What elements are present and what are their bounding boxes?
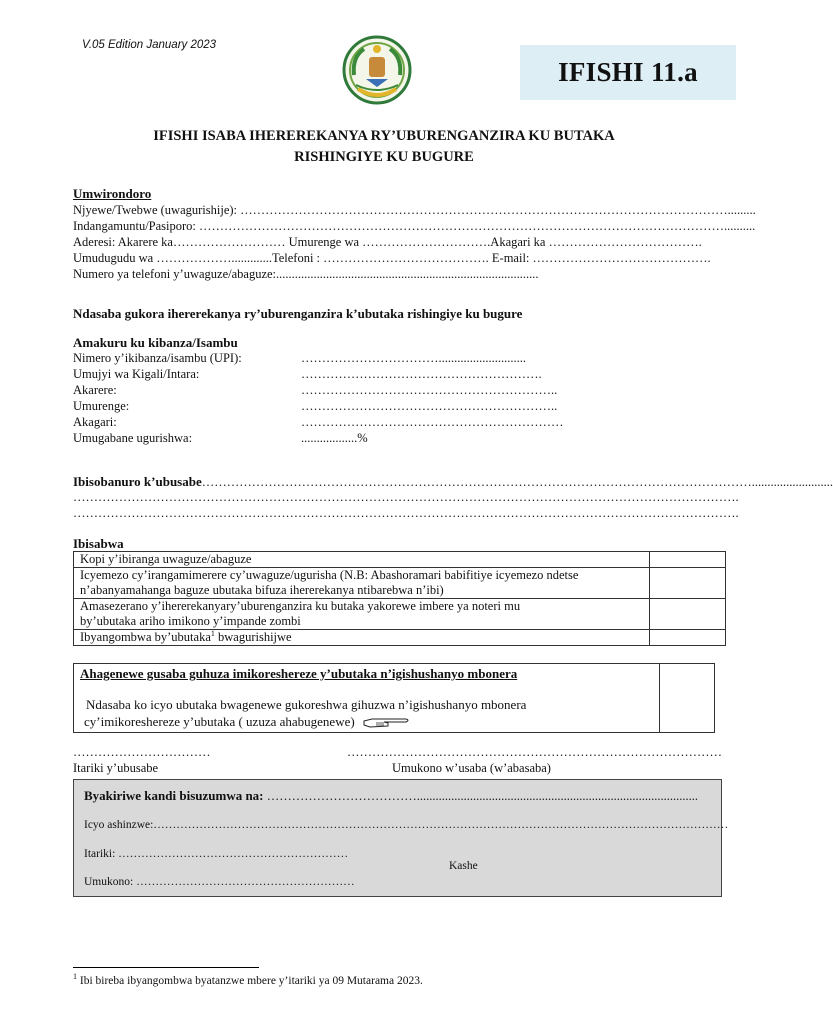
footnote-mark: 1 [73, 972, 77, 982]
parcel-dots: ……………………………………………………… [301, 415, 564, 429]
district-dots: ……………………… [172, 235, 289, 249]
parcel-label: Umugabane ugurishwa: [73, 431, 193, 445]
table-row [74, 599, 726, 630]
email-label: E-mail: [491, 251, 533, 265]
id-passport-label: Indangamuntu/Pasiporo: [73, 219, 200, 233]
explanation-field[interactable] [73, 474, 833, 491]
date-dots[interactable]: …………………………… [73, 745, 211, 759]
explanation-line-3[interactable]: ……………………………………………………………………………………………………………………………………………. [73, 506, 739, 520]
parcel-label: Nimero y’ikibanza/isambu (UPI): [73, 351, 242, 365]
parcel-heading: Amakuru ku kibanza/Isambu [73, 335, 238, 350]
remarks-dots: …………………………………………………………………………………………………………………………………… [153, 819, 729, 831]
cell-dots: ………………………………. [548, 235, 702, 249]
parcel-row-sector[interactable] [73, 399, 558, 415]
village-dots: ………………............. [156, 251, 272, 265]
table-row [74, 568, 726, 599]
identity-heading: Umwirondoro [73, 186, 152, 201]
explanation-line-2[interactable]: ……………………………………………………………………………………………………………………………………………. [73, 490, 739, 504]
footnote [73, 972, 423, 987]
official-date-label: Itariki: [84, 848, 119, 860]
form-code: IFISHI 11.a [558, 57, 698, 87]
parcel-label: Akarere: [73, 383, 117, 397]
attachment-checkbox[interactable] [650, 599, 726, 630]
official-date-field[interactable] [84, 847, 348, 863]
buyer-phone-field[interactable] [73, 267, 539, 283]
parcel-fields [73, 351, 564, 447]
stamp-label: Kashe [449, 860, 478, 872]
official-signature-field[interactable] [84, 875, 355, 891]
attachment-label: Kopi y’ibiranga uwaguze/abaguze [74, 552, 650, 568]
form-title-line2: RISHINGIYE KU BUGURE [294, 149, 474, 165]
parcel-row-cell[interactable] [73, 415, 564, 431]
district-label: Aderesi: Akarere ka [73, 235, 173, 249]
land-use-heading: Ahagenewe gusaba guhuza imikoreshereze y’ubutaka n’igishushanyo mbonera [80, 666, 518, 681]
official-signature-dots: ………………………………………………… [136, 876, 355, 888]
explanation-dots: …………………………………………………………………………………………………………………….......................... [201, 475, 833, 489]
form-title-line1: IFISHI ISABA IHEREREKANYA RY’UBURENGANZIRA KU BUTAKA [153, 128, 615, 144]
request-statement: Ndasaba gukora ihererekanya ry’uburenganzira k’ubutaka rishingiye ku bugure [73, 306, 523, 321]
email-dots: ……………………………………. [532, 251, 711, 265]
land-use-line2: cy’imikoreshereze y’ubutaka ( uzuza ahabugenewe) [84, 714, 355, 729]
attachment-checkbox[interactable] [650, 568, 726, 599]
received-by-label: Byakiriwe kandi bisuzumwa na: [84, 788, 267, 803]
table-row [74, 630, 726, 646]
buyer-phone-dots: .................................................................................... [276, 267, 539, 281]
parcel-dots: ……………………………............................ [301, 351, 526, 365]
explanation-label: Ibisobanuro k’ubusabe [73, 474, 202, 489]
attachment-label: Amasezerano y’ihererekanyary’uburenganzira ku butaka yakorewe imbere ya noteri mu by’ubutaka ariho imikono y’impande zombi [74, 599, 650, 630]
seller-name-field[interactable] [73, 203, 756, 219]
footnote-divider [73, 967, 259, 968]
land-use-checkbox[interactable] [659, 664, 714, 732]
attachment-label: Icyemezo cy’irangamimerere cy’uwaguze/ugurisha (N.B: Abashoramari babifitiye icyemezo ndetse n’abanyamahanga baguze ubutaka bifuza ihererekanya ntibarebwa n’ibi) [74, 568, 650, 599]
official-date-dots: …………………………………………………… [118, 848, 349, 860]
form-title [60, 126, 708, 168]
parcel-dots: …………………………………………………. [301, 367, 542, 381]
edition-label: V.05 Edition January 2023 [82, 39, 217, 51]
footnote-text: Ibi bireba ibyangombwa byatanzwe mbere y’itariki ya 09 Mutarama 2023. [77, 975, 423, 987]
phone-dots: …………………………………. [323, 251, 492, 265]
official-signature-label: Umukono: [84, 876, 137, 888]
sector-dots: …………………………. [362, 235, 491, 249]
attachment-label: Ibyangombwa by’ubutaka$^1$ bwagurishijwe [74, 630, 650, 646]
land-use-line1: Ndasaba ko icyo ubutaka bwagenewe gukoreshwa gihuzwa n’igishushanyo mbonera [86, 697, 527, 712]
parcel-row-upi[interactable] [73, 351, 526, 367]
parcel-row-share[interactable] [73, 431, 368, 447]
remarks-field[interactable] [84, 818, 728, 834]
footnote-ref: 1 [210, 628, 215, 638]
buyer-phone-label: Numero ya telefoni y’uwaguze/abaguze: [73, 267, 277, 281]
parcel-dots: ..................% [301, 431, 368, 445]
land-use-request-box [73, 663, 715, 733]
attachment-checkbox[interactable] [650, 552, 726, 568]
signature-dots[interactable]: ……………………………………………………………………………… [347, 745, 722, 759]
parcel-label: Umurenge: [73, 399, 130, 413]
address-field[interactable] [73, 235, 702, 251]
attachments-table [73, 551, 726, 646]
parcel-label: Umujyi wa Kigali/Intara: [73, 367, 200, 381]
official-use-box [73, 779, 729, 897]
parcel-row-district[interactable] [73, 383, 558, 399]
id-passport-field[interactable] [73, 219, 755, 235]
pointing-hand-icon [362, 717, 412, 729]
village-label: Umudugudu wa [73, 251, 157, 265]
parcel-row-province[interactable] [73, 367, 542, 383]
parcel-label: Akagari: [73, 415, 117, 429]
parcel-dots: …………………………………………………….. [301, 383, 558, 397]
received-by-dots: ……………………………….......................................................................................... [266, 789, 699, 803]
request-date-label: Itariki y’ubusabe [73, 761, 159, 775]
sector-label: Umurenge wa [288, 235, 363, 249]
received-by-field[interactable] [84, 788, 698, 805]
seller-name-dots: ………………………………………………………………………………………………………......... [240, 203, 756, 217]
attachments-heading: Ibisabwa [73, 536, 124, 551]
remarks-label: Icyo ashinzwe: [84, 819, 154, 831]
parcel-dots: …………………………………………………….. [301, 399, 558, 413]
land-use-line2-wrap [84, 714, 412, 730]
village-phone-email-field[interactable] [73, 251, 711, 267]
form-code-badge [520, 45, 736, 100]
seller-name-label: Njyewe/Twebwe (uwagurishije): [73, 203, 241, 217]
attachment-checkbox[interactable] [650, 630, 726, 646]
cell-label: Akagari ka [490, 235, 549, 249]
rwanda-coat-of-arms-icon [342, 35, 412, 105]
id-passport-dots: ……………………………………………………………………………………………………………….......... [199, 219, 756, 233]
phone-label: Telefoni : [271, 251, 324, 265]
table-row [74, 552, 726, 568]
applicant-signature-label: Umukono w’usaba (w’abasaba) [392, 761, 551, 775]
